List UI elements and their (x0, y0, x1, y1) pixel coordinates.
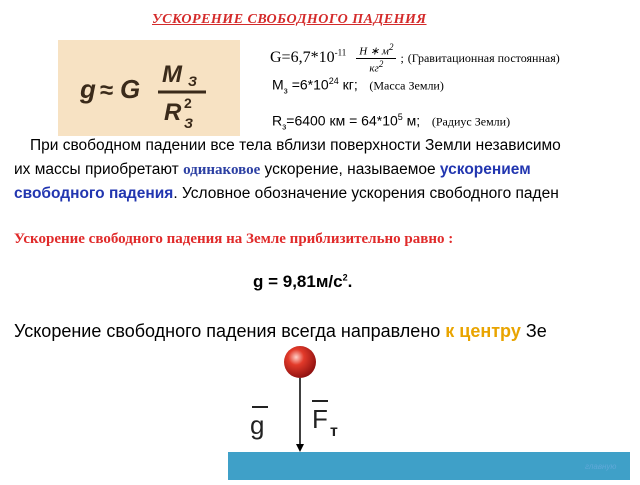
toward-center-highlight: к центру (445, 321, 521, 341)
home-link[interactable]: главную (585, 462, 617, 471)
formula-M: M (162, 61, 182, 88)
grav-constant-exp: -11 (334, 47, 347, 58)
paragraph-line-1: При свободном падении все тела вблизи поверхности Земли независимо (30, 137, 561, 154)
approx-statement: Ускорение свободного падения на Земле приблизительно равно : (14, 231, 454, 247)
term-acceleration: ускорением (439, 161, 531, 178)
direction-statement: Ускорение свободного падения всегда направлено к центру Зе (14, 321, 547, 341)
f-vector-label: F (312, 404, 328, 434)
paragraph-line-2: их массы приобретают одинаковое ускорение, называемое ускорением (14, 161, 531, 178)
formula-R: R (164, 99, 182, 126)
formula-R-sub: З (184, 115, 193, 131)
ground (228, 452, 630, 480)
gravity-formula (58, 40, 240, 136)
formula-approx: ≈ (100, 77, 114, 104)
f-vector-sub: т (330, 423, 338, 440)
grav-constant-unit: $\frac{Н ∗ м^2}{кг^2}$ (356, 42, 396, 74)
page-title: УСКОРЕНИЕ СВОБОДНОГО ПАДЕНИЯ (152, 12, 427, 27)
highlight-same: одинаковое (183, 162, 261, 178)
falling-ball (284, 346, 316, 378)
grav-constant-note: (Гравитационная постоянная) (407, 50, 560, 65)
paragraph-line-3: свободного падения. Условное обозначение ускорения свободного паден (14, 185, 559, 202)
earth-mass-note: (Масса Земли) (369, 78, 444, 93)
formula-G: G (120, 74, 141, 104)
earth-mass-line: $М_з =6*10^{24}$ кг; (Масса Земли) (272, 76, 444, 96)
force-arrow-head (296, 444, 304, 452)
falling-ball-diagram (228, 344, 630, 480)
g-vector-label: g (250, 410, 265, 440)
grav-constant-value: G=6,7*10 (270, 48, 335, 66)
formula-R-sup: 2 (184, 95, 192, 111)
grav-constant-sep: ; (400, 50, 404, 65)
formula-M-sub: З (188, 73, 197, 89)
g-value: $g = 9,81м/с^2$. (253, 272, 353, 291)
earth-radius-line: $R_з=6400$ км = $64*10^5$ м; (Радиус Земли) (272, 112, 511, 132)
earth-radius-note: (Радиус Земли) (431, 114, 511, 129)
formula-g: g (80, 74, 96, 104)
gravity-formula-box (58, 40, 240, 136)
grav-constant-line (270, 42, 560, 74)
term-free-fall: свободного падения (14, 185, 174, 202)
